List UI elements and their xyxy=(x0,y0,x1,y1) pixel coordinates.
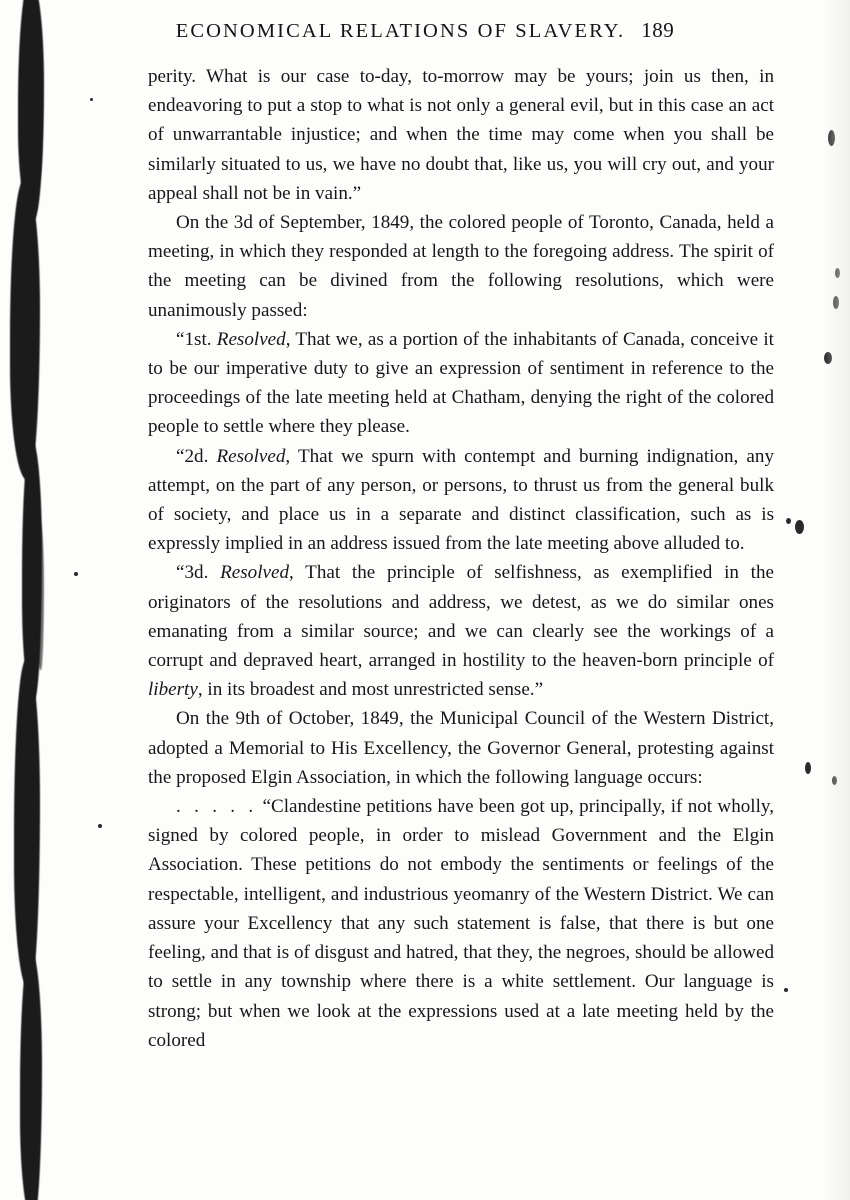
para-resolution-3 xyxy=(148,558,774,704)
dust-speck xyxy=(835,268,840,278)
emphasis-text: Resolved xyxy=(220,562,290,584)
text-run: , in its broadest and most unrestricted sense.” xyxy=(197,679,544,701)
running-head xyxy=(0,18,850,43)
dust-speck xyxy=(828,130,835,146)
text-run: , That we, as a portion of the inhabitants of Canada, conceive it to be our imperative duty to give an expression of sentiment in reference to the proceedings of the late meeting held at Chatham, denying the right of the colored people to settle where they please. xyxy=(148,328,774,438)
para-resolution-2 xyxy=(148,442,774,559)
leader-dots: . . . . . xyxy=(176,796,258,818)
page-edge-shading xyxy=(824,0,850,1200)
text-run: “2d. xyxy=(176,445,217,467)
para-clandestine xyxy=(148,792,774,1055)
para-toronto-meeting xyxy=(148,208,774,325)
text-run: On the 9th of October, 1849, the Municipal Council of the Western District, adopted a Memorial to His Excellency, the Governor General, protesting against the proposed Elgin Association, in which the following language occurs: xyxy=(148,708,774,788)
text-run: perity. What is our case to-day, to-morrow may be yours; join us then, in endeavoring to put a stop to what is not only a general evil, but in this case an act of unwarrantable injustice; and when the time may come when you shall be similarly situated to us, we have no doubt that, like us, you will cry out, and your appeal shall not be in vain.” xyxy=(148,66,774,204)
text-run: On the 3d of September, 1849, the colored people of Toronto, Canada, held a meeting, in which they responded at length to the foregoing address. The spirit of the meeting can be divined from the following resolutions, which were unanimously passed: xyxy=(148,212,774,321)
text-run: “3d. xyxy=(176,562,221,584)
dust-speck xyxy=(784,988,788,992)
text-run: , That the principle of selfishness, as exemplified in the originators of the resolutions and address, we detest, as we do similar ones emanating from a similar source; and we can clearly see the workings of a corrupt and depraved heart, arranged in hostility to the heaven-born principle of xyxy=(148,562,774,672)
dust-speck xyxy=(805,762,811,774)
dust-speck xyxy=(833,296,839,309)
text-run: , That we spurn with contempt and burning indignation, any attempt, on the part of any person, or persons, to thrust us from the general bulk of society, and place us in a separate and distinct classification, such as is expressly implied in an address issued from the late meeting above alluded to. xyxy=(148,445,774,555)
emphasis-text: liberty xyxy=(148,679,198,701)
para-resolution-1 xyxy=(148,325,774,442)
text-run: “1st. xyxy=(176,328,217,350)
dust-speck xyxy=(832,776,837,785)
running-head-title: ECONOMICAL RELATIONS OF SLAVERY. xyxy=(175,20,626,42)
dust-speck xyxy=(90,98,93,101)
text-run: “Clandestine petitions have been got up, principally, if not wholly, signed by colored people, in order to mislead Government and the Elgin Association. These petitions do not embody the sentiments or feelings of the respectable, intelligent, and industrious yeomanry of the Western District. We can assure your Excellency that any such statement is false, that there is but one feeling, and that is of disgust and hatred, that they, the negroes, should be allowed to settle in any township where there is a white settlement. Our language is strong; but when we look at the expressions used at a late meeting held by the colored xyxy=(148,796,774,1051)
gutter-shadow-artifact xyxy=(0,0,60,1200)
dust-speck xyxy=(74,572,78,576)
para-perity xyxy=(148,62,774,208)
emphasis-text: Resolved xyxy=(216,328,286,350)
para-municipal-council xyxy=(148,704,774,792)
dust-speck xyxy=(795,520,804,534)
dust-speck xyxy=(98,824,102,828)
emphasis-text: Resolved xyxy=(216,445,286,467)
page-body-text xyxy=(148,62,774,1055)
dust-speck xyxy=(824,352,832,364)
dust-speck xyxy=(786,518,791,524)
page-number: 189 xyxy=(641,18,675,42)
